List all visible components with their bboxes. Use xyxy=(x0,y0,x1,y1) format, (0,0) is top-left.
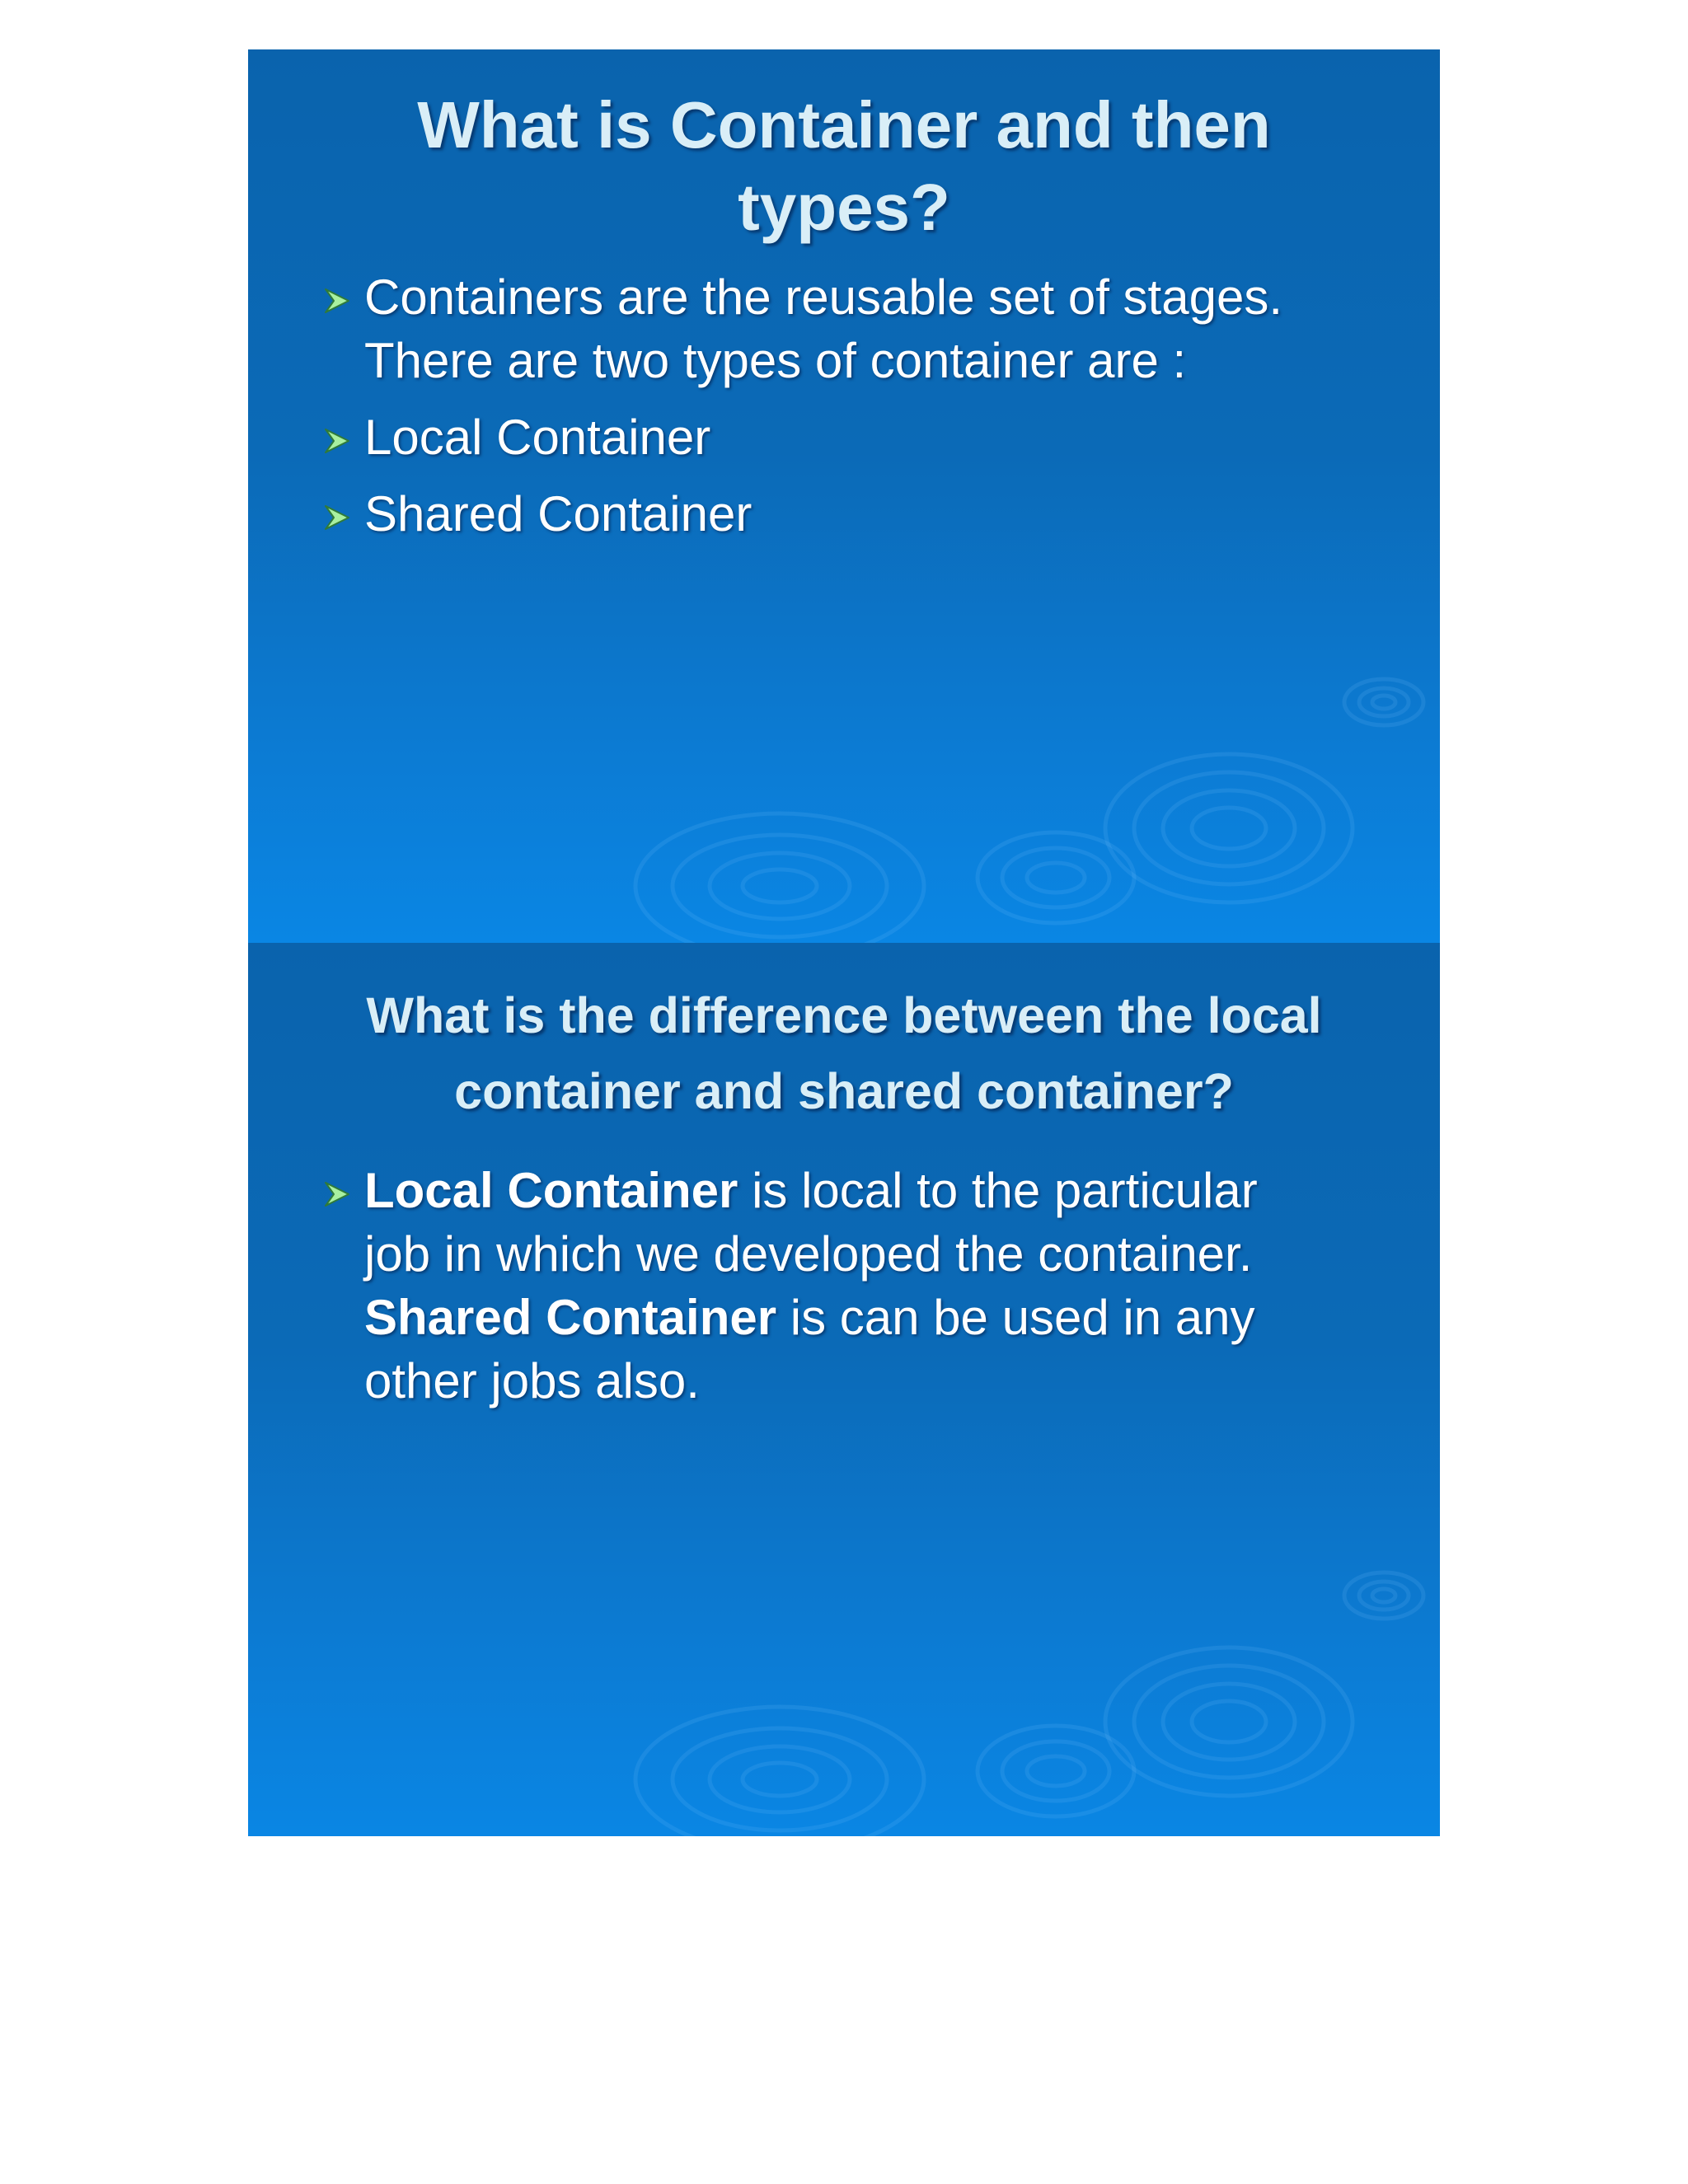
bullet-text: other jobs also. xyxy=(364,1353,700,1408)
title-line: types? xyxy=(738,171,950,244)
bullet-text: is local to the particular xyxy=(738,1163,1258,1218)
slide-title xyxy=(339,977,1349,1129)
bullet-term-local-container: Local Container xyxy=(364,1163,738,1218)
bullet-list xyxy=(322,265,1402,559)
bullet-text: Containers are the reusable set of stages. xyxy=(364,269,1282,325)
bullet-text: job in which we developed the container. xyxy=(364,1226,1253,1282)
bullet-term-shared-container: Shared Container xyxy=(364,1290,777,1345)
bullet-item xyxy=(322,482,1402,546)
bullet-item xyxy=(322,265,1402,392)
slide-title xyxy=(339,84,1349,249)
title-line: What is the difference between the local xyxy=(366,987,1322,1043)
bullet-text: Local Container xyxy=(364,410,711,465)
arrowhead-bullet-icon xyxy=(322,503,352,532)
bullet-list xyxy=(322,1159,1402,1426)
slide-local-vs-shared xyxy=(248,943,1440,1836)
title-line: What is Container and then xyxy=(417,88,1271,162)
title-line: container and shared container? xyxy=(454,1063,1234,1119)
arrowhead-bullet-icon xyxy=(322,1179,352,1209)
slide-container-types xyxy=(248,49,1440,943)
bullet-text: Shared Container xyxy=(364,486,753,541)
arrowhead-bullet-icon xyxy=(322,286,352,316)
arrowhead-bullet-icon xyxy=(322,426,352,456)
bullet-item xyxy=(322,1159,1402,1413)
bullet-item xyxy=(322,405,1402,469)
bullet-text: There are two types of container are : xyxy=(364,333,1187,388)
bullet-text: is can be used in any xyxy=(776,1290,1255,1345)
